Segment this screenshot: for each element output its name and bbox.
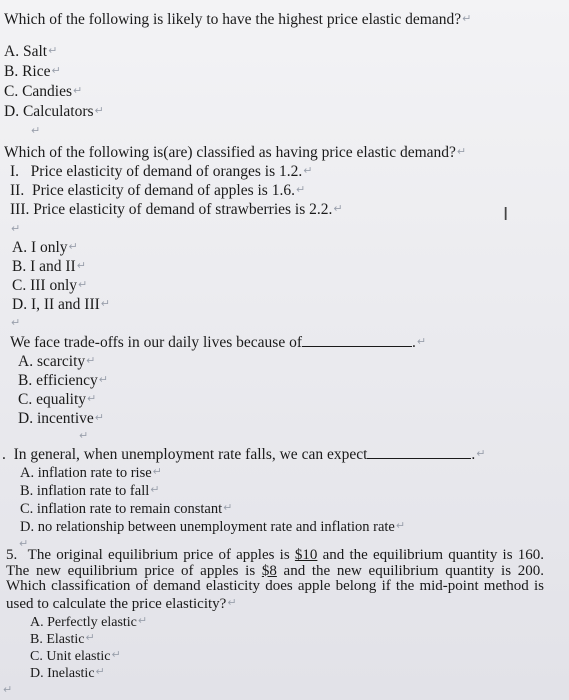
paragraph-mark: ↵ [79, 429, 89, 442]
question-5: 5. The original equilibrium price of apples is $10 and the equilibrium quantity is 160. The new equilibrium price of apples is $8 and the new equilibrium quantity is 200. Which classification of demand elasticity does apple belong if the mid-point method is used to calculate the price elasticity?↵ [6, 547, 545, 612]
paragraph-mark: ↵ [31, 124, 41, 137]
question-4: . In general, when unemployment rate falls, we can expect .↵ [2, 446, 486, 463]
q3-option-a[interactable]: A. scarcity↵ [18, 353, 96, 370]
q4-option-a[interactable]: A. inflation rate to rise↵ [20, 465, 162, 481]
price-new: $8 [261, 562, 277, 579]
paragraph-mark: ↵ [3, 683, 13, 696]
price-original: $10 [294, 547, 318, 563]
q4-option-d[interactable]: D. no relationship between unemployment rate and inflation rate↵ [20, 519, 406, 535]
question-3: We face trade-offs in our daily lives because of .↵ [10, 334, 427, 351]
answer-blank[interactable] [367, 445, 471, 459]
q2-statement-3: III. Price elasticity of demand of strawberries is 2.2.↵ [10, 201, 343, 218]
q5-option-c[interactable]: C. Unit elastic↵ [30, 648, 121, 664]
q2-option-a[interactable]: A. I only↵ [12, 239, 78, 256]
q1-option-c[interactable]: C. Candies↵ [4, 83, 83, 100]
q3-option-b[interactable]: B. efficiency↵ [18, 372, 108, 389]
paragraph-mark: ↵ [19, 537, 29, 550]
q2-option-c[interactable]: C. III only↵ [12, 277, 88, 294]
text-cursor-icon: I [503, 204, 509, 225]
q3-option-c[interactable]: C. equality↵ [18, 391, 97, 408]
q4-option-c[interactable]: C. inflation rate to remain constant↵ [20, 501, 233, 517]
q1-option-b[interactable]: B. Rice↵ [4, 63, 61, 80]
q2-option-d[interactable]: D. I, II and III↵ [12, 296, 111, 313]
q3-option-d[interactable]: D. incentive↵ [18, 410, 104, 427]
q4-option-b[interactable]: B. inflation rate to fall↵ [20, 483, 160, 499]
question-1: Which of the following is likely to have the highest price elastic demand?↵ [4, 11, 472, 28]
q5-option-a[interactable]: A. Perfectly elastic↵ [30, 614, 148, 630]
q2-option-b[interactable]: B. I and II↵ [12, 258, 86, 275]
q1-option-a[interactable]: A. Salt↵ [4, 43, 58, 60]
paragraph-mark: ↵ [11, 222, 21, 235]
q5-option-d[interactable]: D. Inelastic↵ [30, 665, 105, 681]
question-2: Which of the following is(are) classified as having price elastic demand?↵ [4, 144, 467, 161]
q2-statement-2: II. Price elasticity of demand of apples is 1.6.↵ [10, 182, 306, 199]
paragraph-mark: ↵ [11, 316, 21, 329]
q2-statement-1: I. Price elasticity of demand of oranges is 1.2.↵ [10, 163, 313, 180]
answer-blank[interactable] [302, 333, 412, 347]
q5-option-b[interactable]: B. Elastic↵ [30, 631, 95, 647]
q1-option-d[interactable]: D. Calculators↵ [4, 103, 104, 120]
